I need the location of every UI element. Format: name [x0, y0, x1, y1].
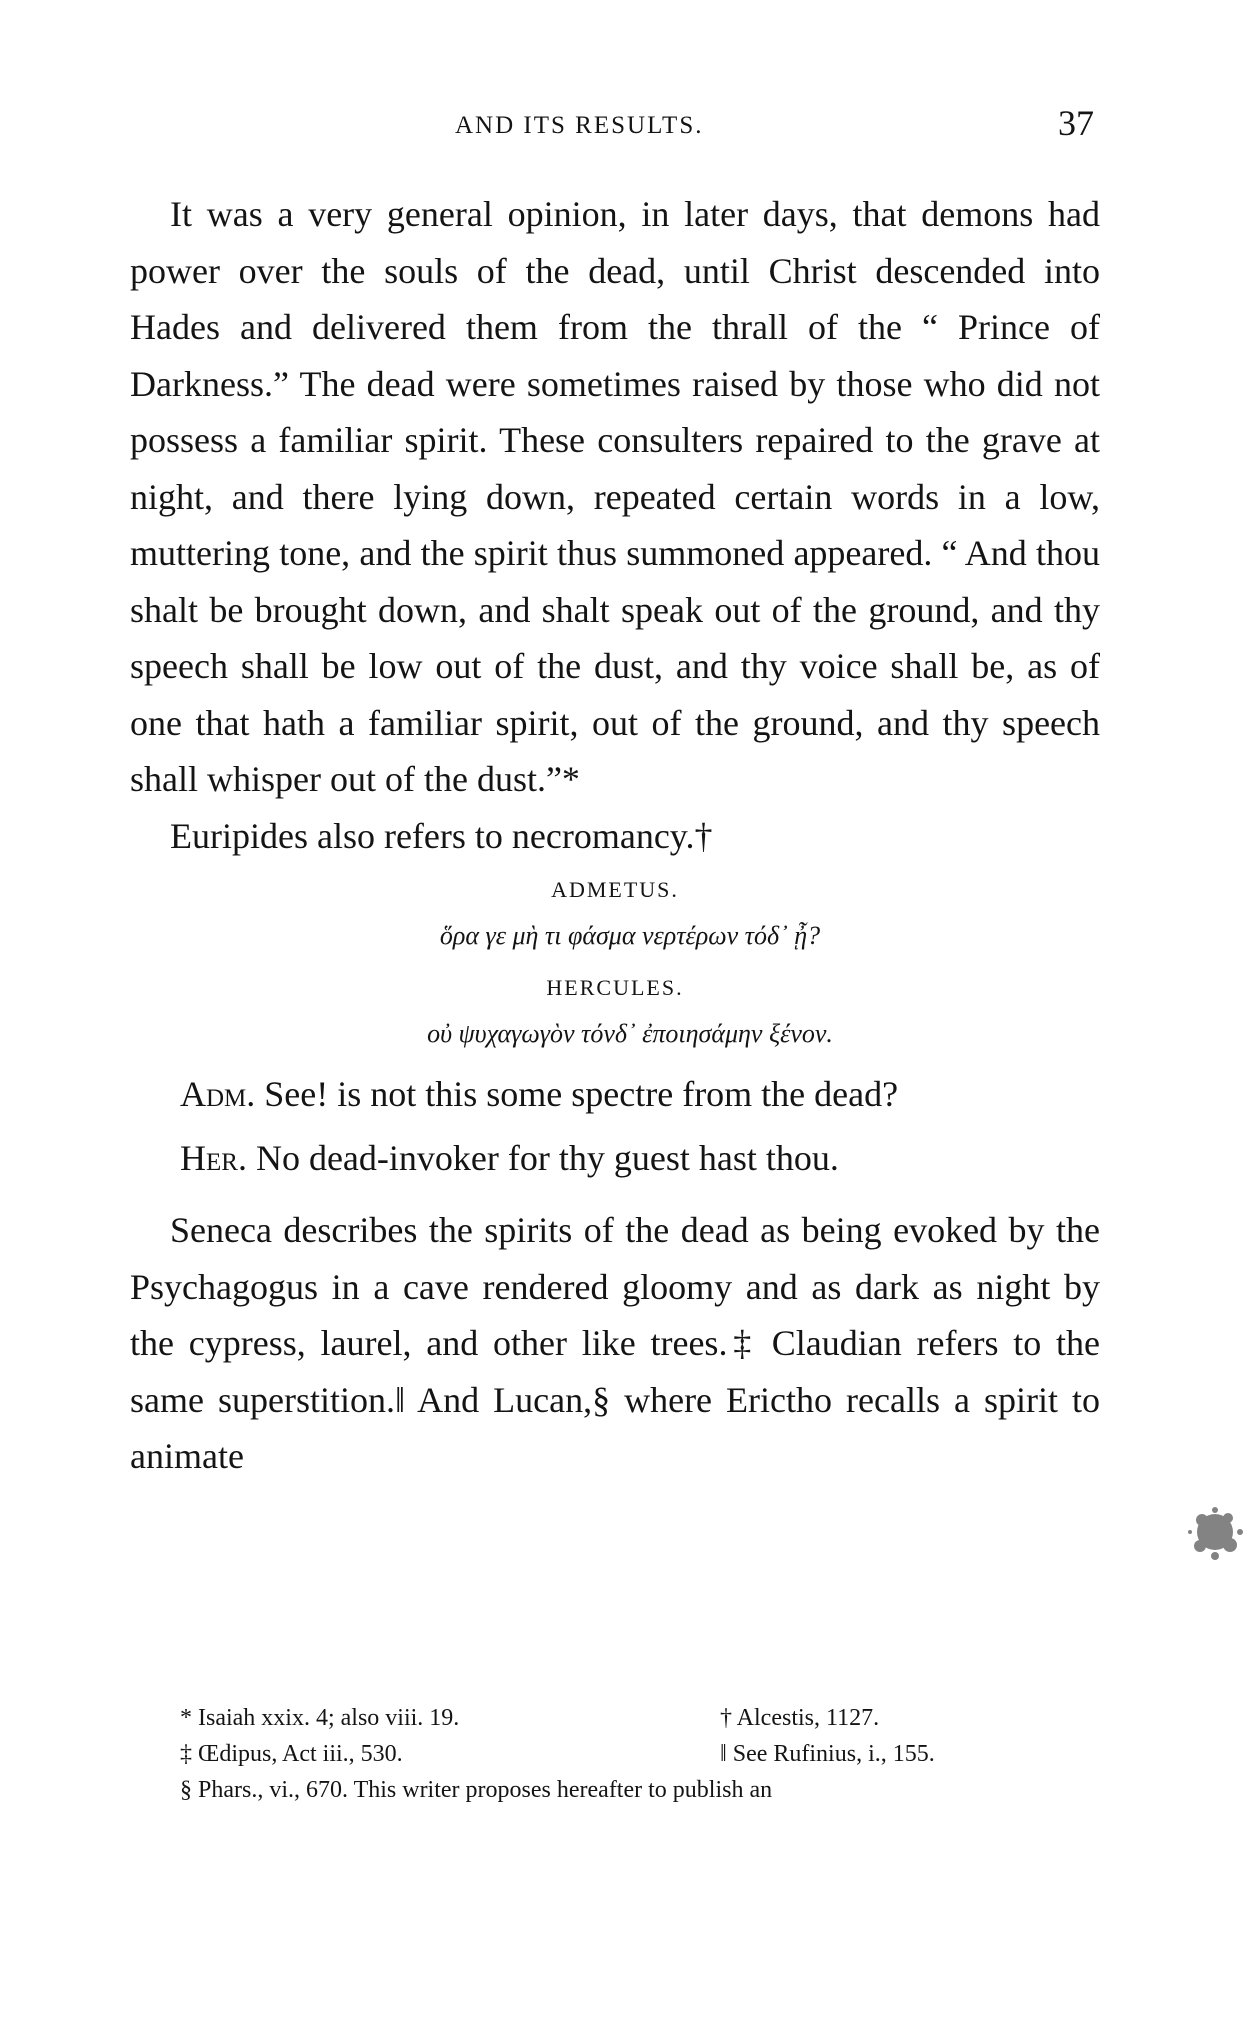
ink-smudge: [1180, 1490, 1250, 1575]
page-number: 37: [1058, 103, 1094, 143]
dialogue-text-adm: See! is not this some spectre from the dead?: [255, 1074, 899, 1114]
spacer: [130, 1188, 1100, 1202]
speaker-admetus: ADMETUS.: [551, 877, 679, 902]
greek-line-admetus: ὅρα γε μὴ τι φάσμα νερτέρων τόδ᾽ ᾖ?: [439, 921, 821, 950]
footnote-section: § Phars., vi., 670. This writer proposes hereafter to publish an: [180, 1777, 773, 1803]
paragraph-seneca: Seneca describes the spirits of the dead as being evoked by the Psychagogus in a cave rendered gloomy and as dark as night by the cypress, laurel, and other like trees.‡ Claudian refers to the same superstition.‖ And Lucan,§ where Erictho recalls a spirit to animate: [130, 1210, 1100, 1476]
footnote-parallel: ‖ See Rufinius, i., 155.: [720, 1741, 935, 1767]
paragraph-necromancy-opinion: It was a very general opinion, in later days, that demons had power over the souls of the dead, until Christ descended into Hades and delivered them from the thrall of the “ Prince of Darkness.” The dead were sometimes raised by those who did not possess a familiar spirit. These consulters repaired to the grave at night, and there lying down, repeated certain words in a low, muttering tone, and the spirit thus summoned appeared. “ And thou shalt be brought down, and shalt speak out of the ground, and thy speech shall be low out of the dust, and thy voice shall be, as of one that hath a familiar spirit, out of the ground, and thy speech shall whisper out of the dust.”*: [130, 194, 1100, 799]
dialogue-speaker-her: Her.: [180, 1138, 247, 1178]
main-text: [130, 186, 1100, 1485]
dialogue-speaker-adm: Adm.: [180, 1074, 256, 1114]
footnote-row: [180, 1772, 1100, 1808]
footnote-dagger: † Alcestis, 1127.: [720, 1705, 880, 1731]
greek-line-hercules: οὐ ψυχαγωγὸν τόνδ᾽ ἐποιησάμην ξένον.: [427, 1019, 833, 1048]
footnote-star: * Isaiah xxix. 4; also viii. 19.: [180, 1705, 460, 1731]
page-header: [150, 104, 1100, 154]
paragraph-euripides: Euripides also refers to necromancy.†: [170, 815, 713, 856]
running-head: AND ITS RESULTS.: [455, 112, 704, 139]
footnote-double-dagger: ‡ Œdipus, Act iii., 530.: [180, 1741, 403, 1767]
dialogue-line-admetus: [180, 1064, 1100, 1124]
dialogue-text-her: No dead-invoker for thy guest hast thou.: [246, 1138, 839, 1178]
footnote-row: [180, 1736, 1100, 1772]
dialogue-line-hercules: [180, 1128, 1100, 1188]
footnote-row: [180, 1700, 1100, 1736]
footnotes: [180, 1700, 1100, 1808]
speaker-hercules: HERCULES.: [546, 975, 684, 1000]
